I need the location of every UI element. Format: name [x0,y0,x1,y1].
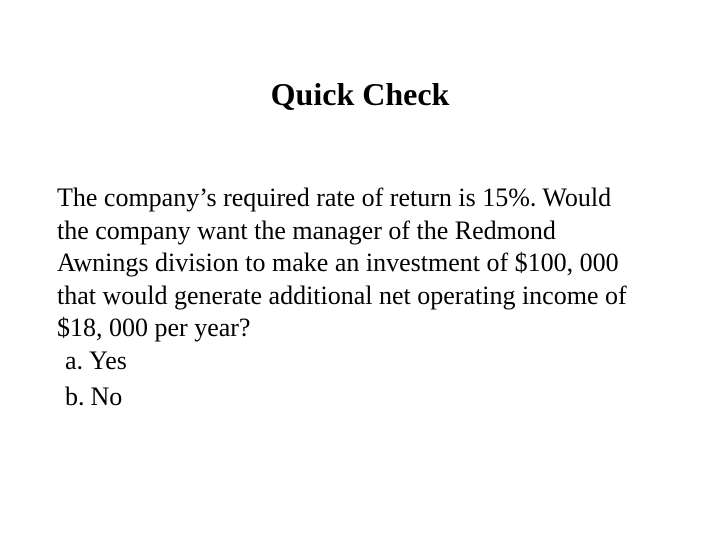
question-line: The company’s required rate of return is 15%. Would [57,183,612,212]
answer-option-b[interactable] [65,381,687,414]
option-text: No [90,382,123,411]
answer-options [57,345,687,414]
question-line: that would generate additional net operating income of [57,280,627,310]
question-body [57,182,687,414]
question-line: Awnings division to make an investment of $100, 000 [57,248,619,277]
option-letter: a. [65,345,84,375]
question-line: $18, 000 per year? [57,313,251,342]
option-text: Yes [89,345,127,375]
answer-option-a[interactable] [65,345,687,378]
slide-title: Quick Check [270,76,450,112]
option-letter: b. [65,382,85,411]
question-line: the company want the manager of the Redmond [57,215,556,245]
